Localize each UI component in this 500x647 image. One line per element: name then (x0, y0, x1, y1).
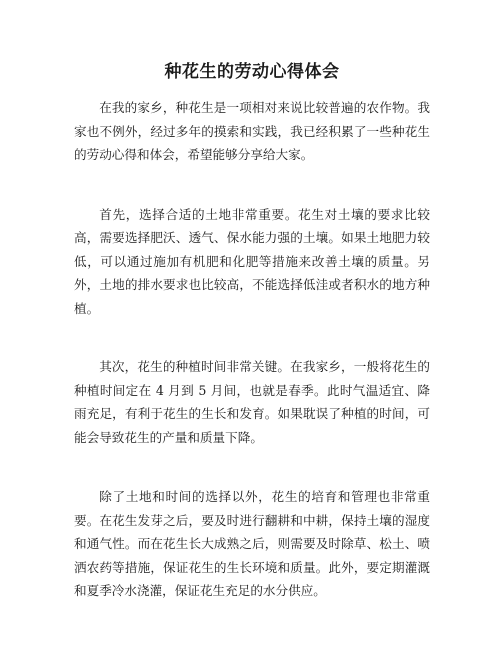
paragraph-soil: 首先，选择合适的土地非常重要。花生对土壤的要求比较高，需要选择肥沃、透气、保水能力强的土壤。如果土地肥力较低，可以通过施加有机肥和化肥等措施来改善土壤的质量。另外，土地的排水要求也比较高，不能选择低洼或者积水的地方种植。 (74, 206, 430, 316)
paragraph-intro: 在我的家乡，种花生是一项相对来说比较普遍的农作物。我家也不例外，经过多年的摸索和实践，我已经积累了一些种花生的劳动心得和体会，希望能够分享给大家。 (74, 100, 430, 162)
document-title: 种花生的劳动心得体会 (164, 62, 340, 82)
paragraph-management: 除了土地和时间的选择以外，花生的培育和管理也非常重要。在花生发芽之后，要及时进行翻耕和中耕，保持土壤的湿度和通气性。而在花生长大成熟之后，则需要及时除草、松土、喷洒农药等措施，保证花生的生长环境和质量。此外，要定期灌溉和夏季冷水浇灌，保证花生充足的水分供应。 (74, 489, 430, 598)
paragraph-timing: 其次，花生的种植时间非常关键。在我家乡，一般将花生的种植时间定在 4 月到 5 月间，也就是春季。此时气温适宜、降雨充足，有利于花生的生长和发育。如果耽误了种植的时间，可能会导致花生的产量和质量下降。 (74, 359, 430, 445)
